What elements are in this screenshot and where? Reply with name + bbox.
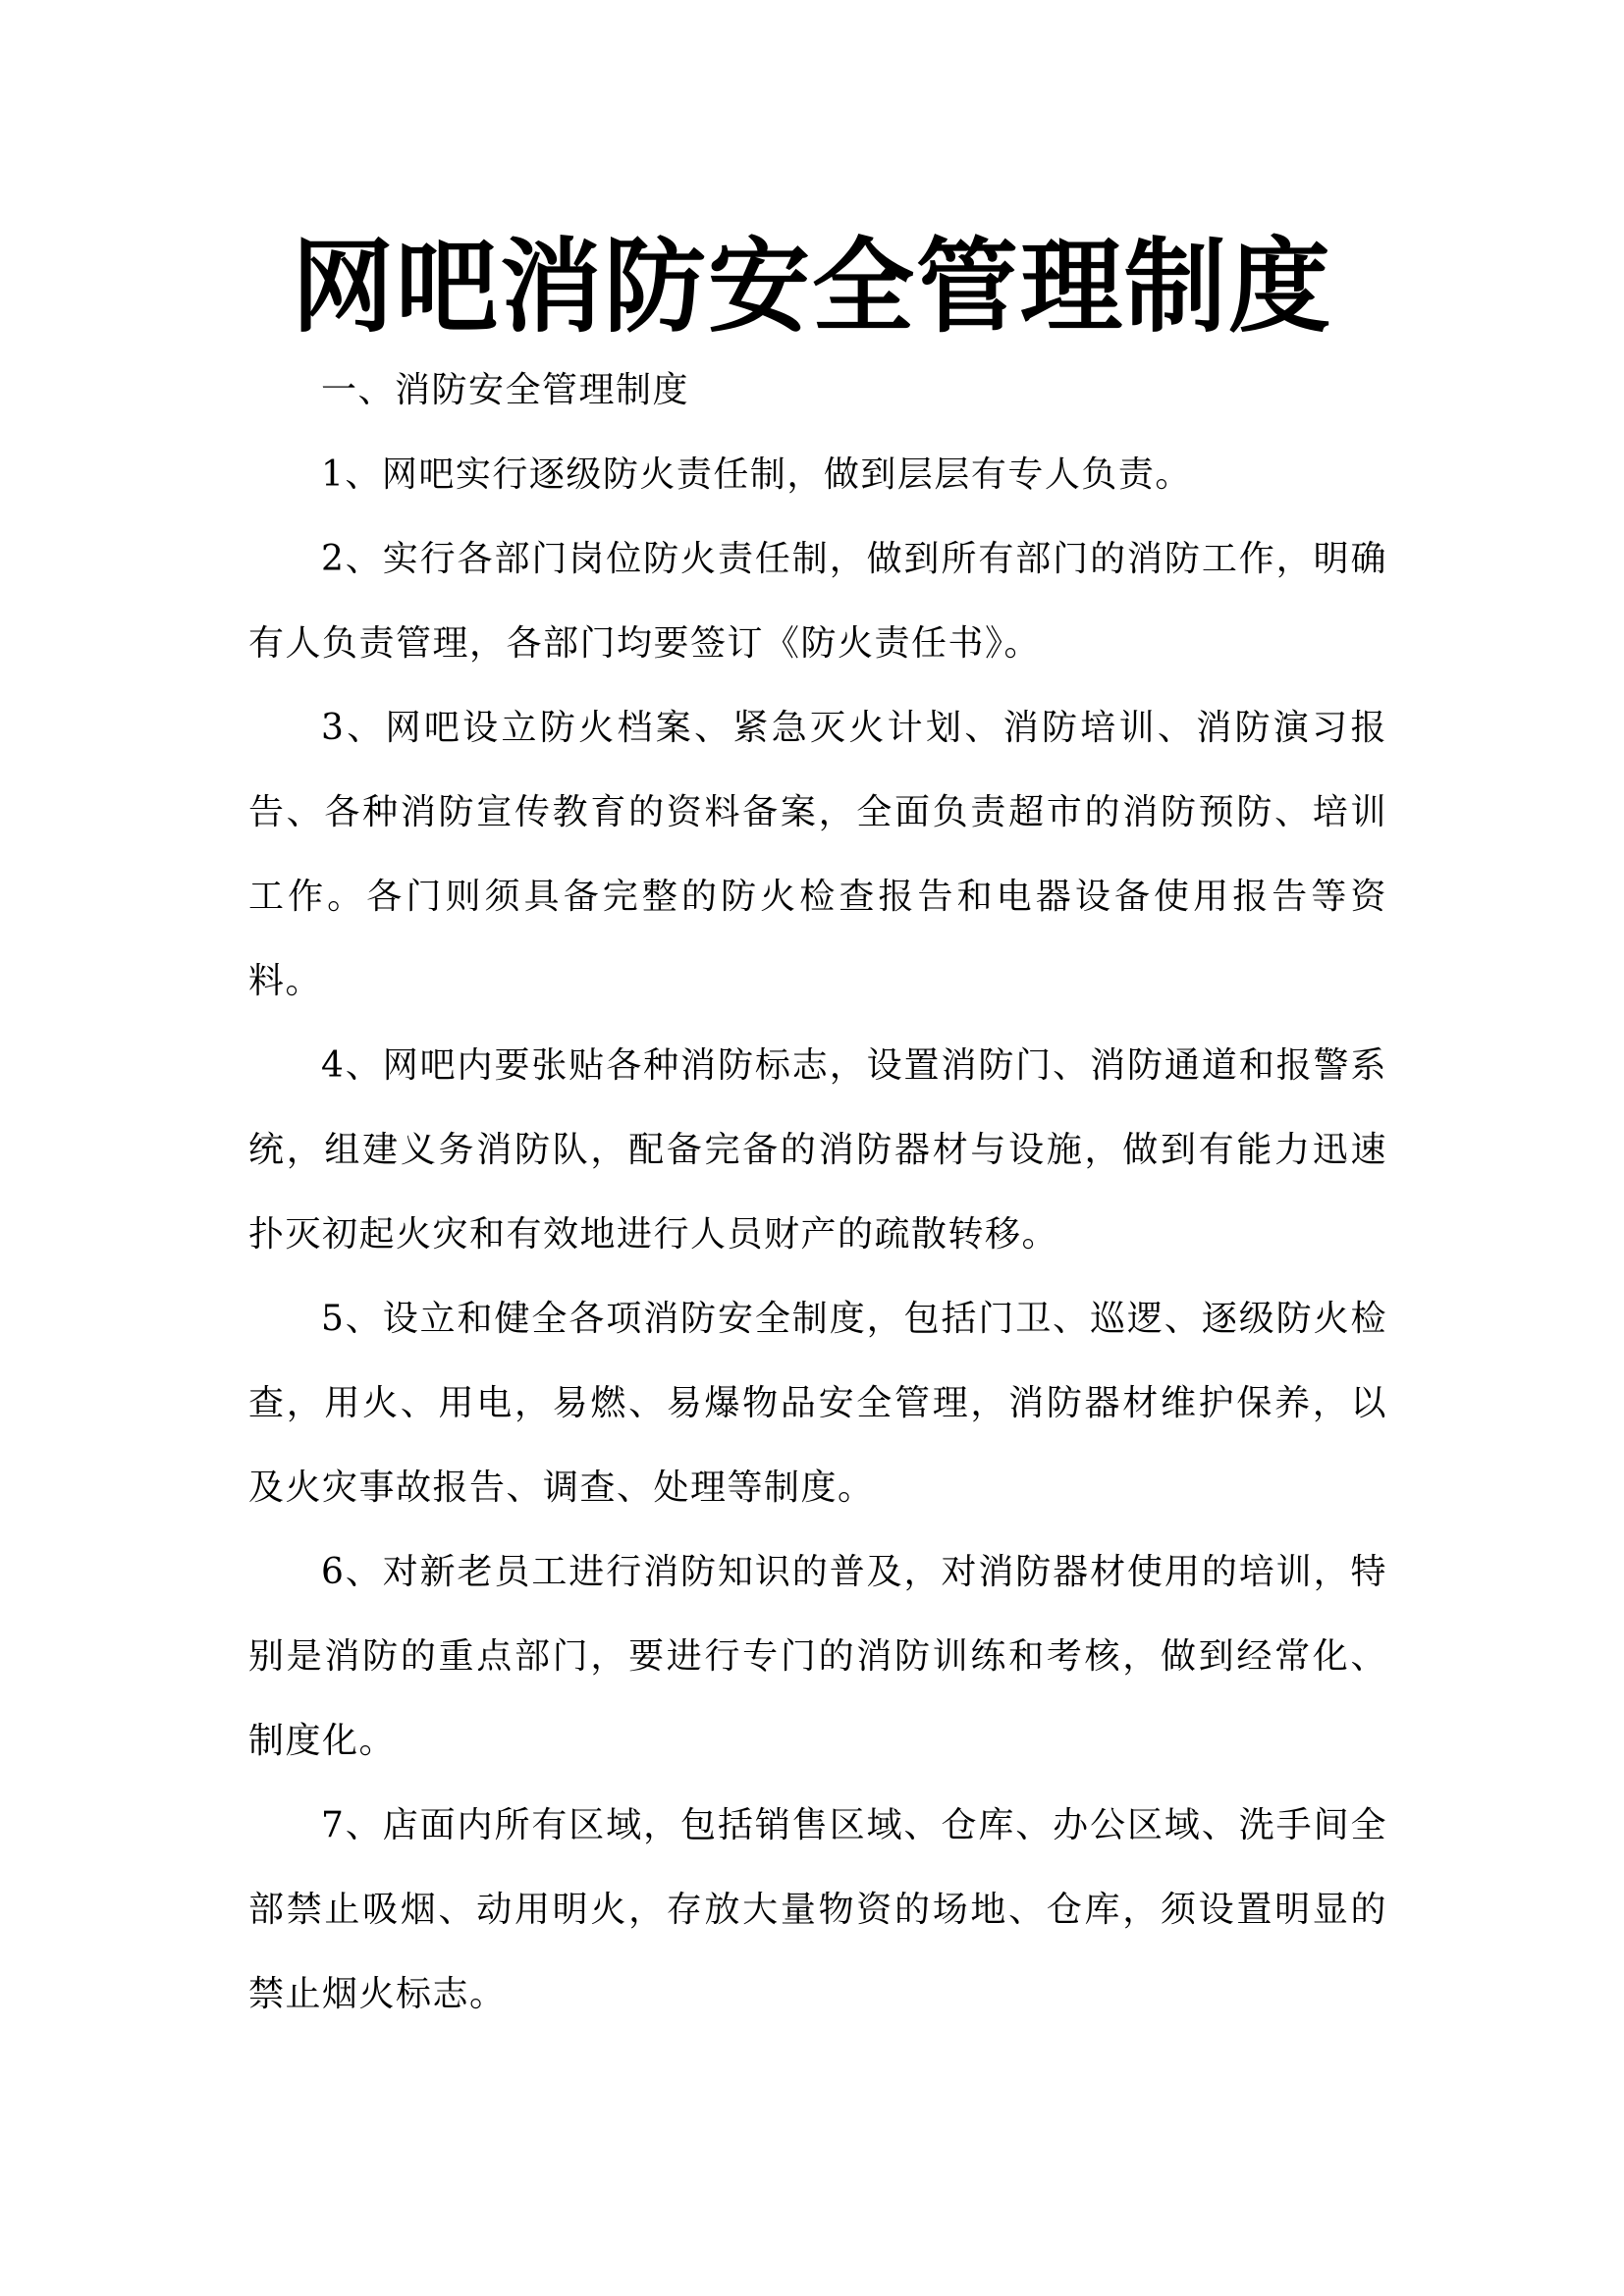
paragraph-4: 4、网吧内要张贴各种消防标志，设置消防门、消防通道和报警系统，组建义务消防队，配备完备的消防器材与设施，做到有能力迅速扑灭初起火灾和有效地进行人员财产的疏散转移。 [248, 1045, 1387, 1255]
paragraph-2: 2、实行各部门岗位防火责任制，做到所有部门的消防工作，明确有人负责管理，各部门均要签订《防火责任书》。 [248, 539, 1387, 664]
document-title: 网吧消防安全管理制度 [291, 227, 1332, 347]
paragraph-3: 3、网吧设立防火档案、紧急灭火计划、消防培训、消防演习报告、各种消防宣传教育的资料备案，全面负责超市的消防预防、培训工作。各门则须具备完整的防火检查报告和电器设备使用报告等资料。 [248, 708, 1387, 1001]
paragraph-7: 7、店面内所有区域，包括销售区域、仓库、办公区域、洗手间全部禁止吸烟、动用明火，存放大量物资的场地、仓库，须设置明显的禁止烟火标志。 [248, 1805, 1387, 2014]
paragraph-5: 5、设立和健全各项消防安全制度，包括门卫、巡逻、逐级防火检查，用火、用电，易燃、易爆物品安全管理，消防器材维护保养，以及火灾事故报告、调查、处理等制度。 [248, 1299, 1387, 1508]
document-body [248, 348, 1387, 2037]
paragraph-1: 1、网吧实行逐级防火责任制，做到层层有专人负责。 [321, 454, 1192, 495]
paragraph-6: 6、对新老员工进行消防知识的普及，对消防器材使用的培训，特别是消防的重点部门，要进行专门的消防训练和考核，做到经常化、制度化。 [248, 1552, 1387, 1761]
section-heading: 一、消防安全管理制度 [321, 370, 690, 410]
